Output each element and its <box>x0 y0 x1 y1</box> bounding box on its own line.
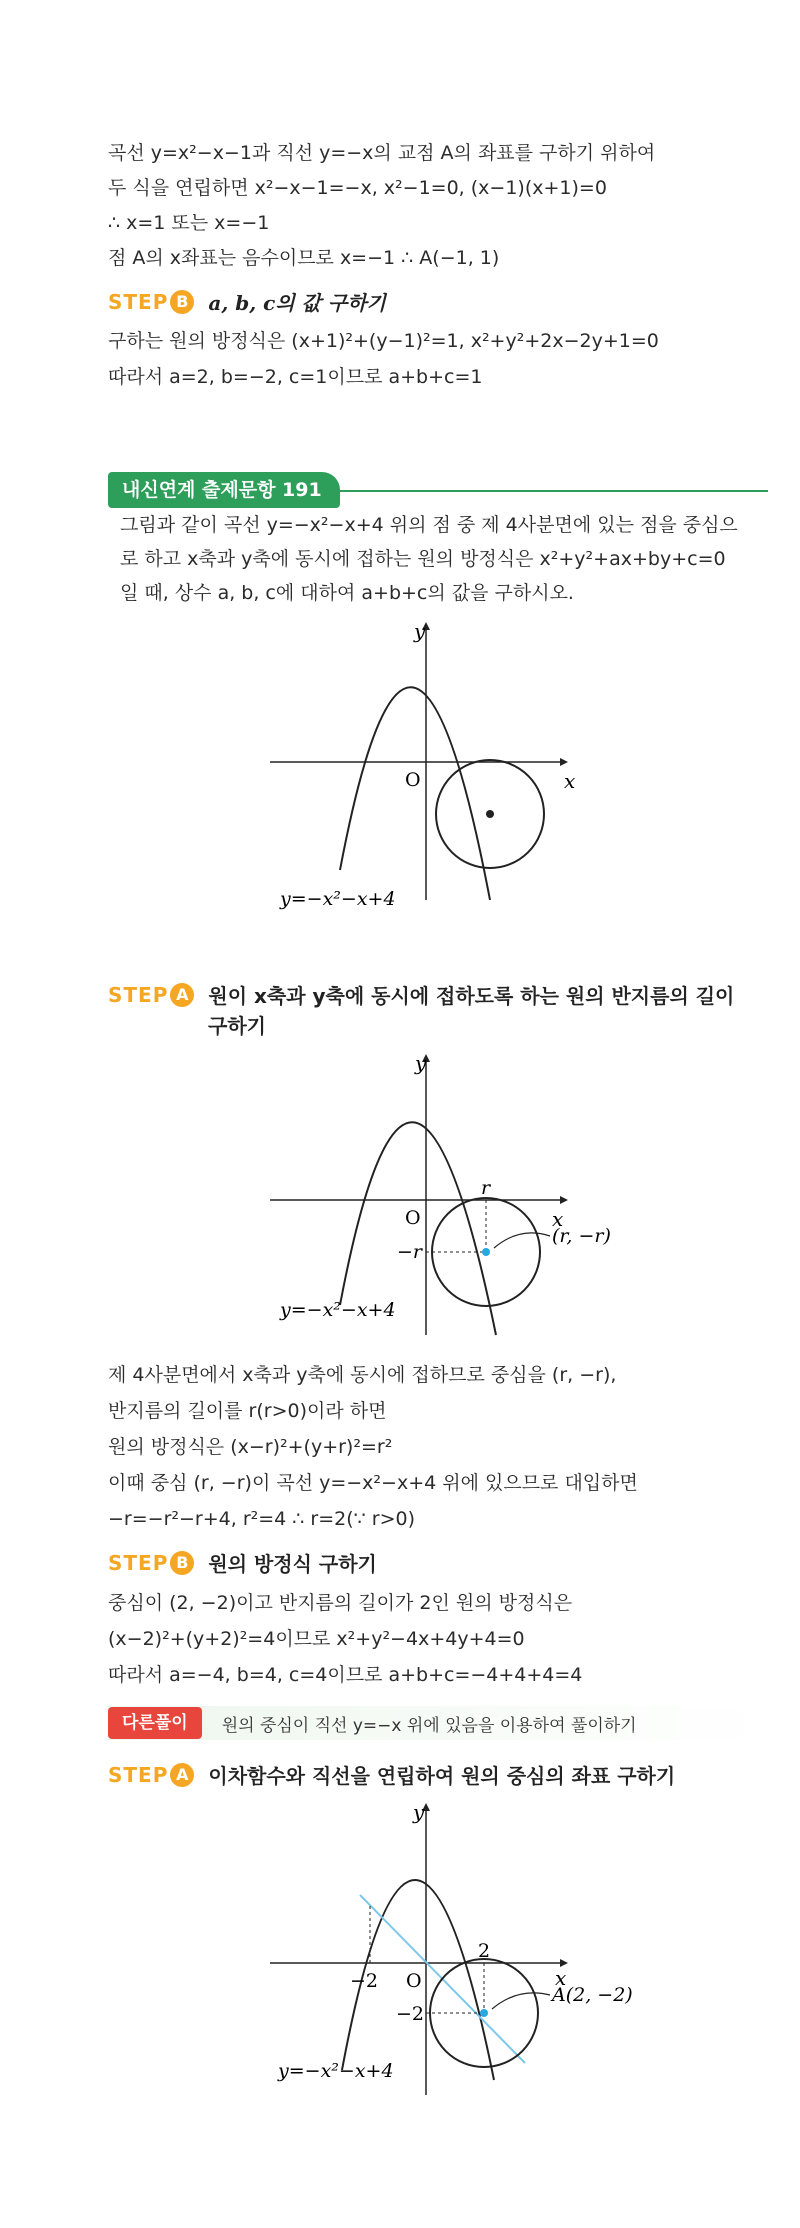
parabola-curve <box>340 687 490 900</box>
x-axis-arrow <box>560 758 568 766</box>
step-b2-line-2: (x−2)²+(y+2)²=4이므로 x²+y²−4x+4y+4=0 <box>108 1628 525 1650</box>
y-axis-label: y <box>415 1051 427 1075</box>
step-a2-heading <box>108 1760 675 1789</box>
pointer-arrow <box>492 1993 550 2009</box>
origin-label: O <box>406 1970 422 1992</box>
step-label: STEP <box>108 289 169 314</box>
intro-line-2: 두 식을 연립하면 x²−x−1=−x, x²−1=0, (x−1)(x+1)=0 <box>108 177 607 199</box>
problem-line-2: 로 하고 x축과 y축에 동시에 접하는 원의 방정식은 x²+y²+ax+by+c=0 <box>120 548 726 570</box>
step-badge: B <box>170 290 194 314</box>
step-a-line-2: 반지름의 길이를 r(r>0)이라 하면 <box>108 1400 387 1422</box>
graph-3 <box>250 1795 650 2095</box>
intro-line-3: ∴ x=1 또는 x=−1 <box>108 212 270 234</box>
center-label: (r, −r) <box>552 1225 611 1247</box>
step-badge: B <box>170 1551 194 1575</box>
step-b2-heading <box>108 1548 377 1577</box>
step-a-line-1: 제 4사분면에서 x축과 y축에 동시에 접하므로 중심을 (r, −r), <box>108 1364 617 1386</box>
step-badge: A <box>170 983 194 1007</box>
step-a-heading <box>108 980 734 1009</box>
point-a-label: A(2, −2) <box>552 1984 633 2006</box>
step-a-line-3: 원의 방정식은 (x−r)²+(y+r)²=r² <box>108 1436 393 1458</box>
section-tag: 내신연계 출제문항 191 <box>108 472 340 508</box>
step-b-heading <box>108 287 386 316</box>
intro-line-4: 점 A의 x좌표는 음수이므로 x=−1 ∴ A(−1, 1) <box>108 247 500 269</box>
x-axis-label: x <box>564 769 576 793</box>
step-title: 이차함수와 직선을 연립하여 원의 중심의 좌표 구하기 <box>208 1764 676 1788</box>
intro-line-1: 곡선 y=x²−x−1과 직선 y=−x의 교점 A의 좌표를 구하기 위하여 <box>108 142 656 164</box>
origin-label: O <box>405 769 421 791</box>
two-label: 2 <box>478 1940 491 1962</box>
alt-solution-badge: 다른풀이 <box>108 1707 202 1739</box>
graph-1 <box>250 610 590 910</box>
section-header <box>108 472 340 508</box>
alt-solution-text: 원의 중심이 직선 y=−x 위에 있음을 이용하여 풀이하기 <box>221 1715 637 1736</box>
pointer-arrow <box>494 1233 550 1248</box>
step-a-heading-cont <box>208 1010 266 1039</box>
alt-solution-banner <box>108 1706 768 1740</box>
step-label: STEP <box>108 982 169 1007</box>
neg-r-label: −r <box>397 1241 423 1263</box>
origin-label: O <box>405 1207 421 1229</box>
circle-center-point <box>482 1248 490 1256</box>
x-axis-arrow <box>560 1196 568 1204</box>
curve-label: y=−x²−x+4 <box>278 2060 394 2082</box>
curve-label: y=−x²−x+4 <box>280 888 396 910</box>
step-title: 원의 방정식 구하기 <box>208 1552 377 1576</box>
y-axis-label: y <box>414 619 426 643</box>
problem-line-3: 일 때, 상수 a, b, c에 대하여 a+b+c의 값을 구하시오. <box>120 582 574 604</box>
step-badge: A <box>170 1763 194 1787</box>
step-a-line-4: 이때 중심 (r, −r)이 곡선 y=−x²−x+4 위에 있으므로 대입하면 <box>108 1472 638 1494</box>
step-title-cont: 구하기 <box>208 1014 266 1038</box>
step-a-line-5: −r=−r²−r+4, r²=4 ∴ r=2(∵ r>0) <box>108 1508 416 1530</box>
step-b-line-1: 구하는 원의 방정식은 (x+1)²+(y−1)²=1, x²+y²+2x−2y+1=0 <box>108 330 659 352</box>
point-a <box>480 2009 488 2017</box>
step-b2-line-3: 따라서 a=−4, b=4, c=4이므로 a+b+c=−4+4+4=4 <box>108 1664 583 1686</box>
neg-two-x-label: −2 <box>350 1970 379 1992</box>
step-b2-line-1: 중심이 (2, −2)이고 반지름의 길이가 2인 원의 방정식은 <box>108 1592 573 1614</box>
graph-2 <box>250 1040 630 1340</box>
step-label: STEP <box>108 1550 169 1575</box>
step-title: a, b, c의 값 구하기 <box>208 291 386 315</box>
x-axis-label: x <box>555 1966 567 1990</box>
x-axis-label: x <box>552 1207 564 1231</box>
step-title: 원이 x축과 y축에 동시에 접하도록 하는 원의 반지름의 길이 <box>208 984 735 1008</box>
curve-label: y=−x²−x+4 <box>280 1299 396 1321</box>
step-b-line-2: 따라서 a=2, b=−2, c=1이므로 a+b+c=1 <box>108 366 483 388</box>
step-label: STEP <box>108 1762 169 1787</box>
circle-center-point <box>486 810 494 818</box>
problem-line-1: 그림과 같이 곡선 y=−x²−x+4 위의 점 중 제 4사분면에 있는 점을 중심으 <box>120 514 738 536</box>
neg-two-y-label: −2 <box>396 2003 425 2025</box>
r-label: r <box>481 1177 491 1199</box>
y-axis-label: y <box>413 1800 425 1824</box>
